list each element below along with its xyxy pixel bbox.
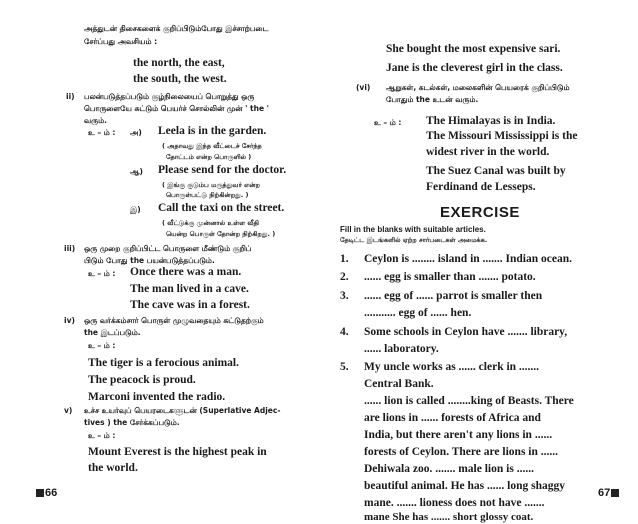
question-5-line-10: mane She has ....... short glossy coat. [364,511,534,523]
question-4-line-1: Some schools in Ceylon have ....... library, [364,326,568,338]
directions-line-1: the north, the east, [133,57,225,69]
example-a-marker: அ) [130,128,142,137]
rule-vi-example-3-line-1: The Suez Canal was built by [426,165,566,177]
rule-vi-example-3-line-2: Ferdinand de Lesseps. [426,181,536,193]
example-label: உ – ம் : [88,431,116,440]
rule-iii-line-2: பிடும் போது the பயன்படுத்தப்படும். [84,256,215,265]
intro-tamil-line-2: சேர்ப்பது அவசியம் : [84,37,158,46]
example-c-note-2: யென்ற பொருள் தோன்ற நிற்கிறது. ) [166,230,276,238]
rule-ii-line-2: பொருளையே சுட்டும் பெயர்ச் சொல்லின் முன் ' the ' [84,104,269,113]
example-c-marker: இ) [130,205,141,214]
question-4-line-2: ...... laboratory. [364,343,439,355]
rule-v-number: v) [64,406,73,415]
intro-tamil-line-1: அத்துடன் திசைகளைக் குறிப்பிடும்போது இச்சாற்படை [84,24,269,33]
question-4-number: 4. [340,326,349,338]
question-1-text: Ceylon is ........ island in ....... Indian ocean. [364,253,573,265]
example-b-note-1: ( இங்கு குடும்ப மருத்துவர் என்ற [162,181,260,189]
exercise-heading: EXERCISE [440,204,520,221]
rule-vi-example-2-line-2: widest river in the world. [426,146,550,158]
exercise-instruction-english: Fill in the blanks with suitable articles. [340,225,486,234]
rule-iii-number: iii) [64,244,76,253]
example-label: உ – ம் : [88,269,116,278]
rule-iii-example-2: The man lived in a cave. [130,283,249,295]
question-5-line-2: Central Bank. [364,378,434,390]
question-2-number: 2. [340,271,349,283]
rule-iii-example-3: The cave was in a forest. [130,299,250,311]
rule-iii-line-1: ஒரு முறை குறிப்பிட்ட பொருளை மீண்டும் குறிப் [84,244,252,253]
exercise-instruction-tamil: தேடிட்ட இடங்களில் ஏற்ற சார்படைகள் அமைக்க. [340,236,488,244]
rule-v-line-1: உச்ச உயர்வுப் பெயரடைகளுடன் (Superlative Adjec- [84,406,281,415]
rule-vi-number: (vi) [356,83,371,92]
right-page [330,0,638,524]
rule-ii-line-3: வரும். [84,116,108,125]
question-5-line-8: beautiful animal. He has ...... long shaggy [364,480,565,492]
example-b-sentence: Please send for the doctor. [158,164,287,176]
rule-ii-number: ii) [66,92,75,101]
question-5-line-1: My uncle works as ...... clerk in ....... [364,361,540,373]
rule-vi-line-1: ஆறுகள், கடல்கள், மலைகளின் பெயரைக் குறிப்பிடும் [386,83,570,92]
rule-vi-example-2-line-1: The Missouri Mississippi is the [426,130,578,142]
rule-iii-example-1: Once there was a man. [130,266,242,278]
rule-vi-example-1: The Himalayas is in India. [426,115,556,127]
rule-v-example-line-1: Mount Everest is the highest peak in [88,446,267,458]
question-3-line-2: ........... egg of ...... hen. [364,307,472,319]
directions-line-2: the south, the west. [133,73,227,85]
example-a-sentence: Leela is in the garden. [158,125,267,137]
page-number-left: 66 [36,488,57,499]
rule-iv-line-1: ஒரு வர்க்கம்சார் பொருள் முழுவதையும் சுட்டுதற்கும் [84,316,264,325]
question-5-line-5: India, but there aren't any lions in ...... [364,429,553,441]
superlative-example-1: She bought the most expensive sari. [386,43,561,55]
example-label: உ – ம் : [88,128,116,137]
rule-iv-example-3: Marconi invented the radio. [88,391,226,403]
print-mark-icon [611,489,619,497]
rule-v-line-2: tives ) the சேர்க்கப்படும். [84,418,180,427]
example-c-note-1: ( வீட்டுக்கு முன்னால் உள்ள வீதி [162,219,259,227]
example-a-note-1: ( அதாவது இந்த வீட்டைச் சேர்ந்த [162,142,262,150]
question-5-line-3: ...... lion is called ........king of Beasts. There [364,395,574,407]
question-3-line-1: ...... egg of ...... parrot is smaller then [364,290,543,302]
example-label: உ – ம் : [374,118,402,127]
question-5-line-7: Dehiwala zoo. ....... male lion is ...... [364,463,534,475]
example-c-sentence: Call the taxi on the street. [158,202,285,214]
question-3-number: 3. [340,290,349,302]
rule-iv-line-2: the இடப்படும். [84,328,141,337]
example-b-marker: ஆ) [130,167,143,176]
rule-iv-example-2: The peacock is proud. [88,374,196,386]
example-b-note-2: பொருள்பட்டு நிற்கின்றது. ) [166,191,249,199]
question-5-number: 5. [340,361,349,373]
rule-ii-line-1: பலன்படுத்தப்படும் குழ்நிலையைப் பொறுத்து ஒரு [84,92,255,101]
rule-iv-number: iv) [64,316,75,325]
superlative-example-2: Jane is the cleverest girl in the class. [386,62,563,74]
question-5-line-6: forests of Ceylon. There are lions in ...... [364,446,559,458]
question-2-text: ...... egg is smaller than ....... potato. [364,271,536,283]
rule-vi-line-2: போதும் the உடன் வரும். [386,95,479,104]
page-number-right: 67 [598,488,619,499]
question-5-line-4: are lions in ...... forests of Africa and [364,412,541,424]
rule-v-example-line-2: the world. [88,462,138,474]
print-mark-icon [36,489,44,497]
example-label: உ – ம் : [88,341,116,350]
question-5-line-9: mane. ....... lioness does not have ....... [364,497,545,509]
example-a-note-2: தோட்டம் என்ற பொருளில் ) [166,153,252,161]
question-1-number: 1. [340,253,349,265]
rule-iv-example-1: The tiger is a ferocious animal. [88,357,239,369]
